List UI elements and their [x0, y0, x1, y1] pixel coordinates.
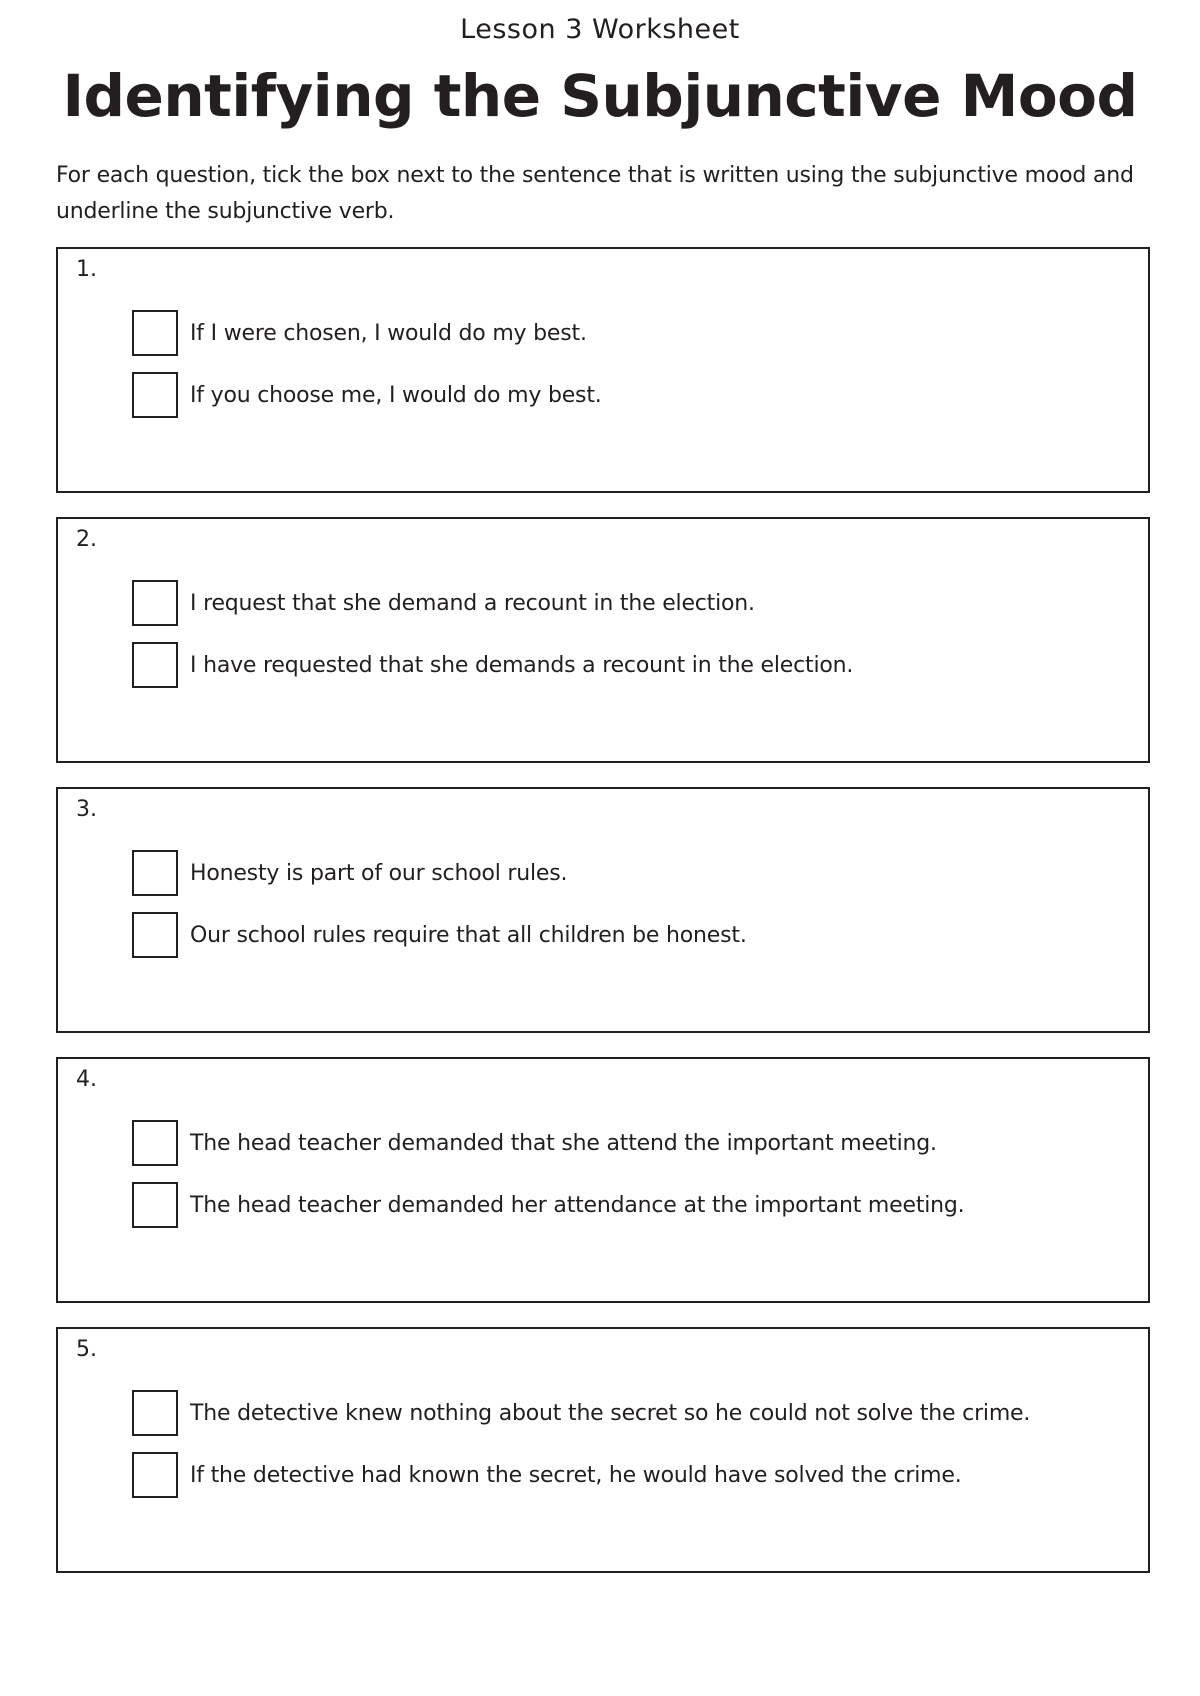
lesson-label: Lesson 3 Worksheet [460, 14, 740, 45]
tick-checkbox[interactable] [132, 1120, 178, 1166]
tick-checkbox[interactable] [132, 850, 178, 896]
option-row [132, 1389, 1030, 1437]
option-row [132, 579, 755, 627]
tick-checkbox[interactable] [132, 1452, 178, 1498]
question-number: 5. [76, 1337, 97, 1362]
question-number: 4. [76, 1067, 97, 1092]
option-row [132, 371, 602, 419]
tick-checkbox[interactable] [132, 912, 178, 958]
option-sentence: I have requested that she demands a recount in the election. [190, 652, 854, 678]
question-number: 3. [76, 797, 97, 822]
option-row [132, 1119, 937, 1167]
tick-checkbox[interactable] [132, 1182, 178, 1228]
question-box-1 [56, 247, 1150, 493]
option-sentence: The detective knew nothing about the secret so he could not solve the crime. [190, 1400, 1031, 1426]
option-sentence: I request that she demand a recount in the election. [190, 590, 755, 616]
tick-checkbox[interactable] [132, 642, 178, 688]
option-sentence: The head teacher demanded that she attend the important meeting. [190, 1130, 937, 1156]
option-sentence: If I were chosen, I would do my best. [190, 320, 587, 346]
option-sentence: Honesty is part of our school rules. [190, 860, 568, 886]
option-row [132, 309, 587, 357]
option-row [132, 641, 853, 689]
tick-checkbox[interactable] [132, 372, 178, 418]
question-box-4 [56, 1057, 1150, 1303]
option-row [132, 1181, 964, 1229]
question-box-3 [56, 787, 1150, 1033]
question-number: 1. [76, 257, 97, 282]
option-sentence: If the detective had known the secret, he would have solved the crime. [190, 1462, 962, 1488]
option-row [132, 849, 567, 897]
option-sentence: Our school rules require that all children be honest. [190, 922, 747, 948]
tick-checkbox[interactable] [132, 310, 178, 356]
question-number: 2. [76, 527, 97, 552]
option-sentence: If you choose me, I would do my best. [190, 382, 602, 408]
option-row [132, 1451, 962, 1499]
tick-checkbox[interactable] [132, 1390, 178, 1436]
option-sentence: The head teacher demanded her attendance at the important meeting. [190, 1192, 965, 1218]
instructions-text: For each question, tick the box next to the sentence that is written using the subjunctive mood and underline the subjunctive verb. [56, 163, 1134, 224]
tick-checkbox[interactable] [132, 580, 178, 626]
question-box-5 [56, 1327, 1150, 1573]
question-box-2 [56, 517, 1150, 763]
page-title: Identifying the Subjunctive Mood [62, 62, 1138, 130]
option-row [132, 911, 747, 959]
